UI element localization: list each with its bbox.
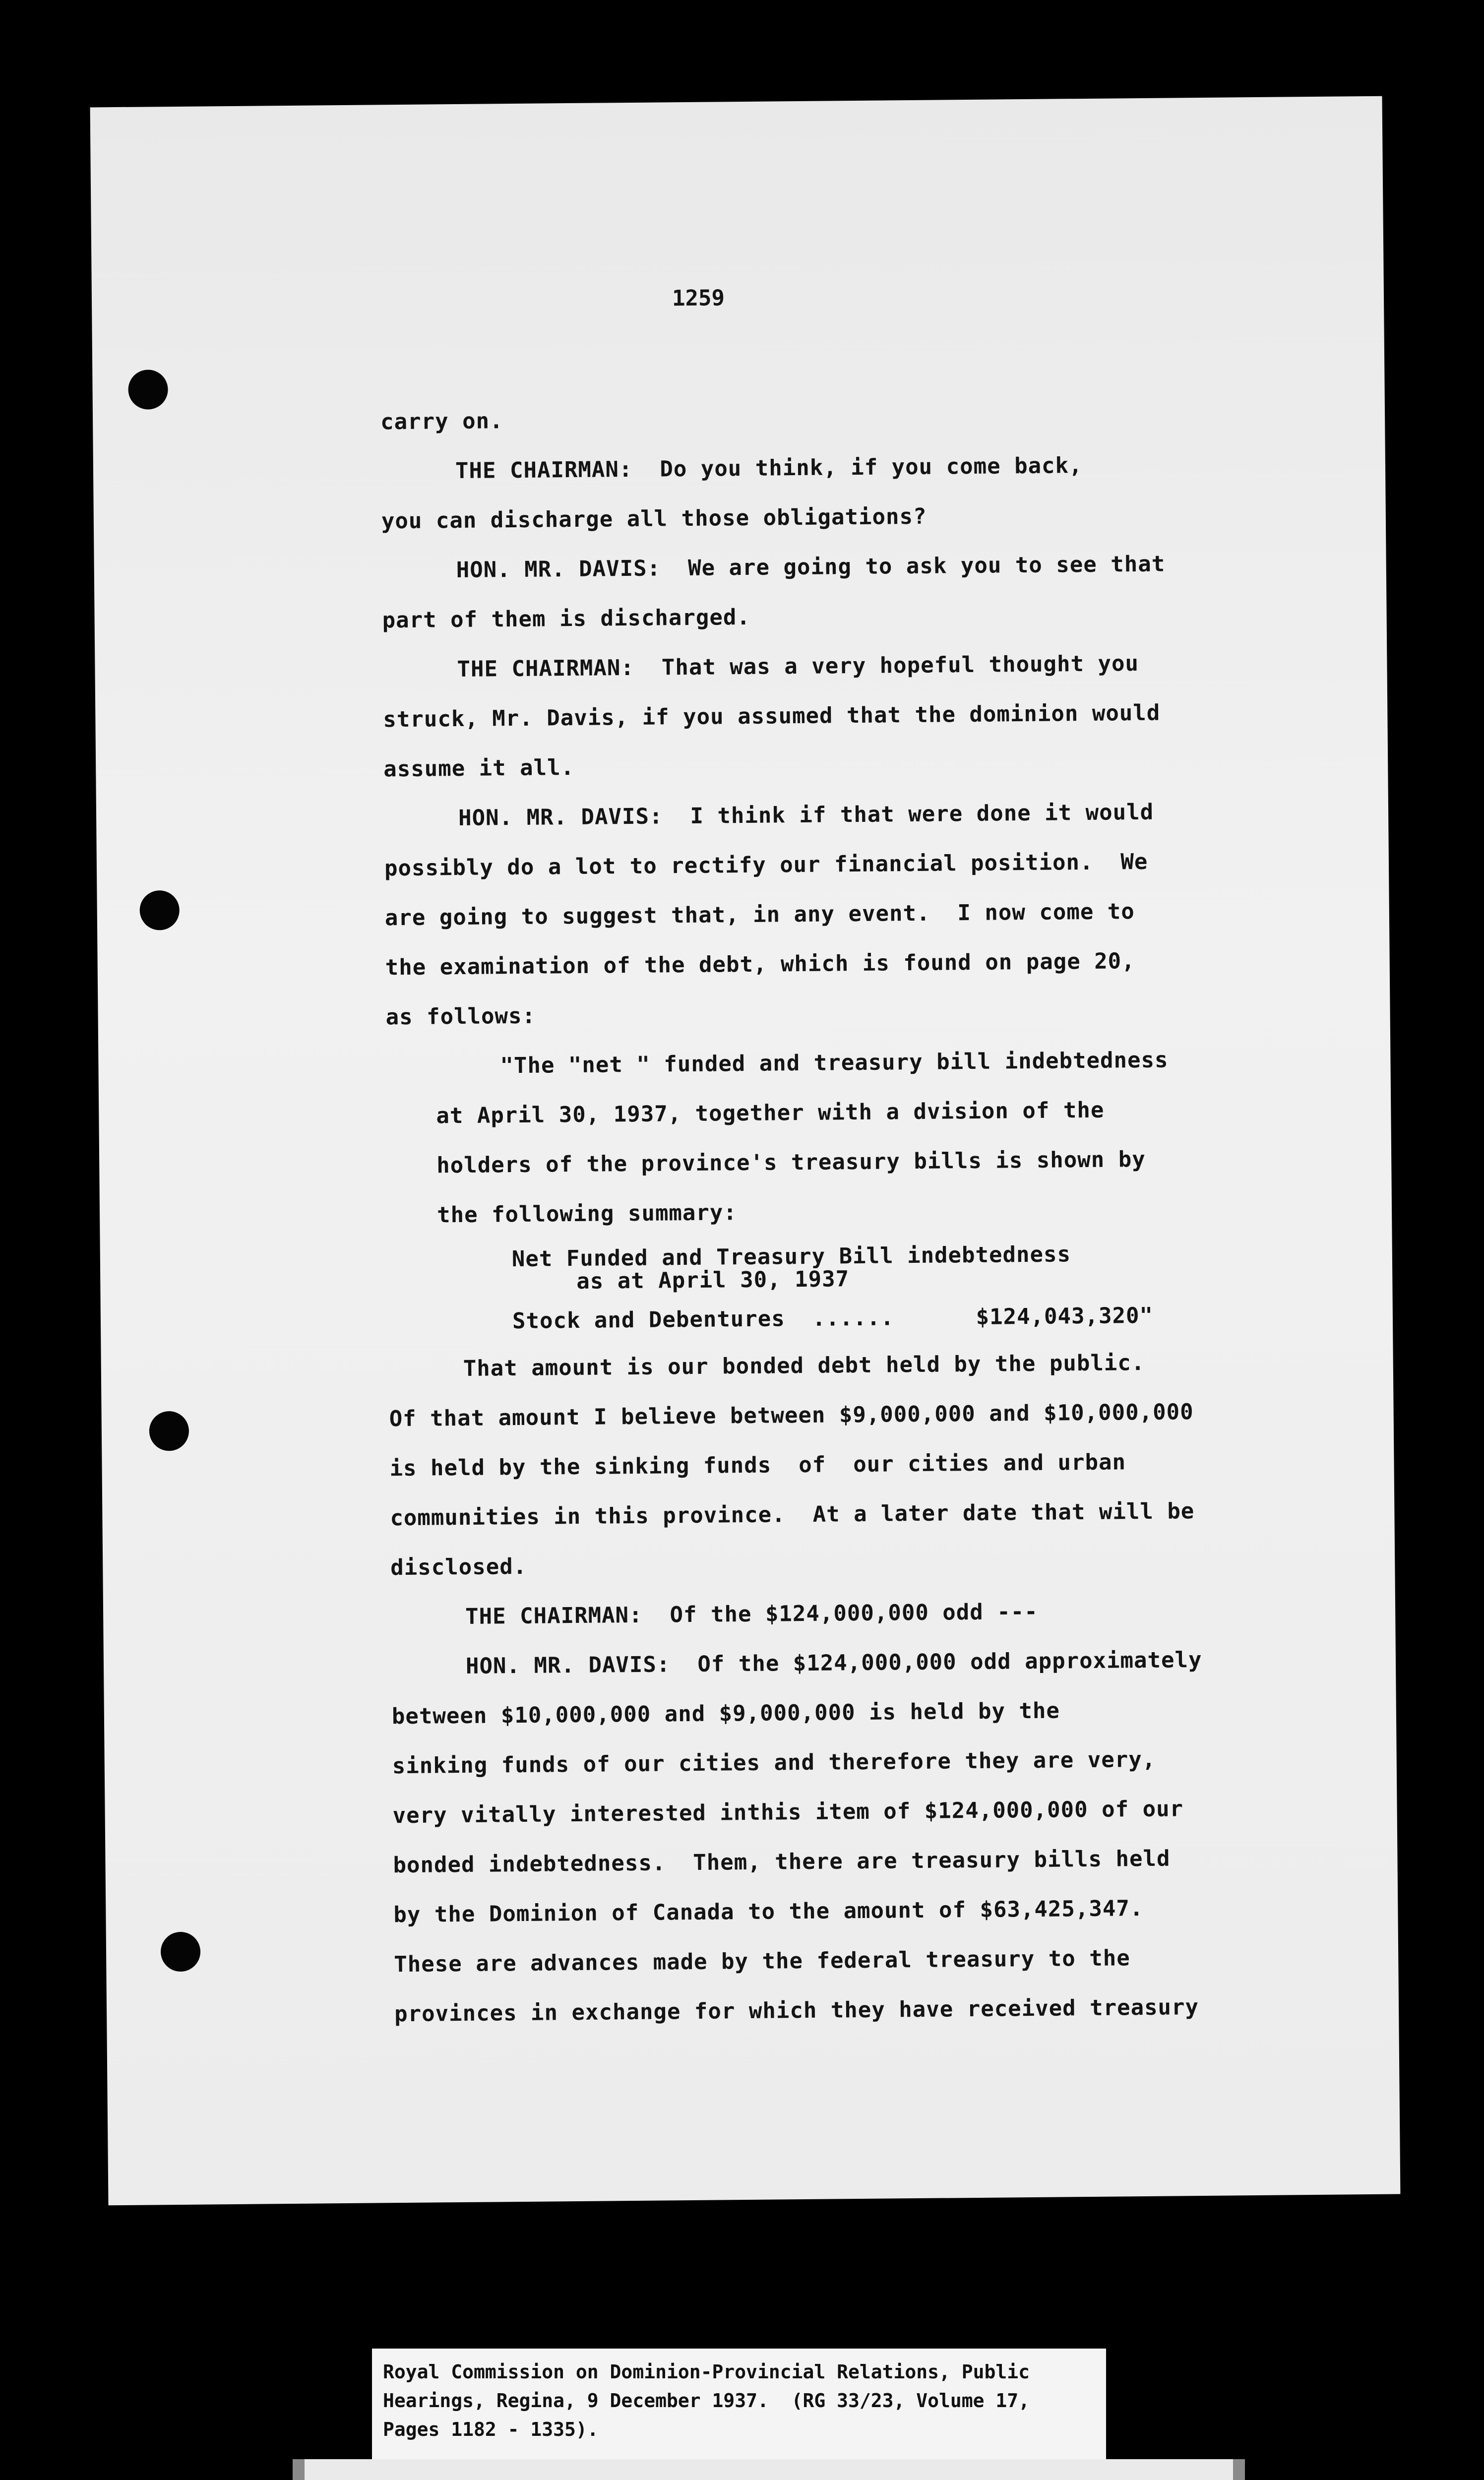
document-page [90, 96, 1401, 2206]
text-line: are going to suggest that, in any event. I now come to [384, 899, 1135, 931]
text-line: struck, Mr. Davis, if you assumed that the dominion would [383, 700, 1161, 733]
text-line: THE CHAIRMAN: Of the $124,000,000 odd --- [465, 1599, 1038, 1629]
text-line: assume it all. [383, 754, 575, 782]
transcript-body [380, 389, 1337, 2039]
text-line: These are advances made by the federal treasury to the [394, 1945, 1130, 1978]
quote-line: holders of the province's treasury bills is shown by [436, 1146, 1146, 1178]
punch-hole [161, 1932, 201, 1972]
text-line: between $10,000,000 and $9,000,000 is held by the [391, 1698, 1060, 1730]
archive-reference-label [372, 2349, 1106, 2460]
label-line: Pages 1182 - 1335). [383, 2418, 599, 2440]
text-line: HON. MR. DAVIS: I think if that were done it would [458, 799, 1154, 831]
punch-hole [149, 1411, 189, 1451]
summary-row: Stock and Debentures ...... $124,043,320" [512, 1302, 1154, 1334]
text-line: carry on. [380, 408, 503, 435]
summary-title: Net Funded and Treasury Bill indebtedness [511, 1241, 1071, 1272]
text-line: by the Dominion of Canada to the amount of $63,425,347. [393, 1896, 1144, 1928]
quote-line: "The "net " funded and treasury bill indebtedness [500, 1047, 1169, 1079]
text-line: provinces in exchange for which they have received treasury [394, 1994, 1199, 2027]
archives-stamp [293, 2459, 1245, 2480]
text-line: That amount is our bonded debt held by the public. [463, 1350, 1145, 1381]
text-line: HON. MR. DAVIS: Of the $124,000,000 odd approximately [465, 1647, 1202, 1679]
text-line: sinking funds of our cities and therefore they are very, [392, 1746, 1156, 1779]
text-line: possibly do a lot to rectify our financial position. We [384, 849, 1148, 881]
summary-subtitle: as at April 30, 1937 [576, 1266, 850, 1294]
quote-line: the following summary: [436, 1200, 738, 1228]
punch-hole [139, 890, 180, 930]
text-line: THE CHAIRMAN: Do you think, if you come back, [455, 453, 1083, 484]
text-line: bonded indebtedness. Them, there are treasury bills held [393, 1846, 1171, 1878]
label-line: Royal Commission on Dominion-Provincial Relations, Public [383, 2361, 1030, 2383]
text-line: part of them is discharged. [382, 604, 751, 633]
page-number: 1259 [672, 285, 725, 311]
text-line: the examination of the debt, which is found on page 20, [385, 948, 1135, 981]
text-line: communities in this province. At a later date that will be [390, 1498, 1195, 1531]
text-line: HON. MR. DAVIS: We are going to ask you to see that [456, 551, 1166, 583]
text-line: disclosed. [390, 1553, 527, 1581]
text-line: is held by the sinking funds of our cities and urban [389, 1449, 1126, 1482]
punch-hole [128, 370, 168, 410]
text-line: you can discharge all those obligations? [381, 503, 927, 534]
label-line: Hearings, Regina, 9 December 1937. (RG 33/23, Volume 17, [383, 2390, 1030, 2412]
text-line: Of that amount I believe between $9,000,000 and $10,000,000 [389, 1399, 1194, 1432]
text-line: very vitally interested inthis item of $124,000,000 of our [392, 1796, 1184, 1829]
quote-line: at April 30, 1937, together with a dvision of the [436, 1097, 1105, 1129]
text-line: as follows: [385, 1003, 536, 1030]
text-line: THE CHAIRMAN: That was a very hopeful thought you [457, 651, 1139, 682]
